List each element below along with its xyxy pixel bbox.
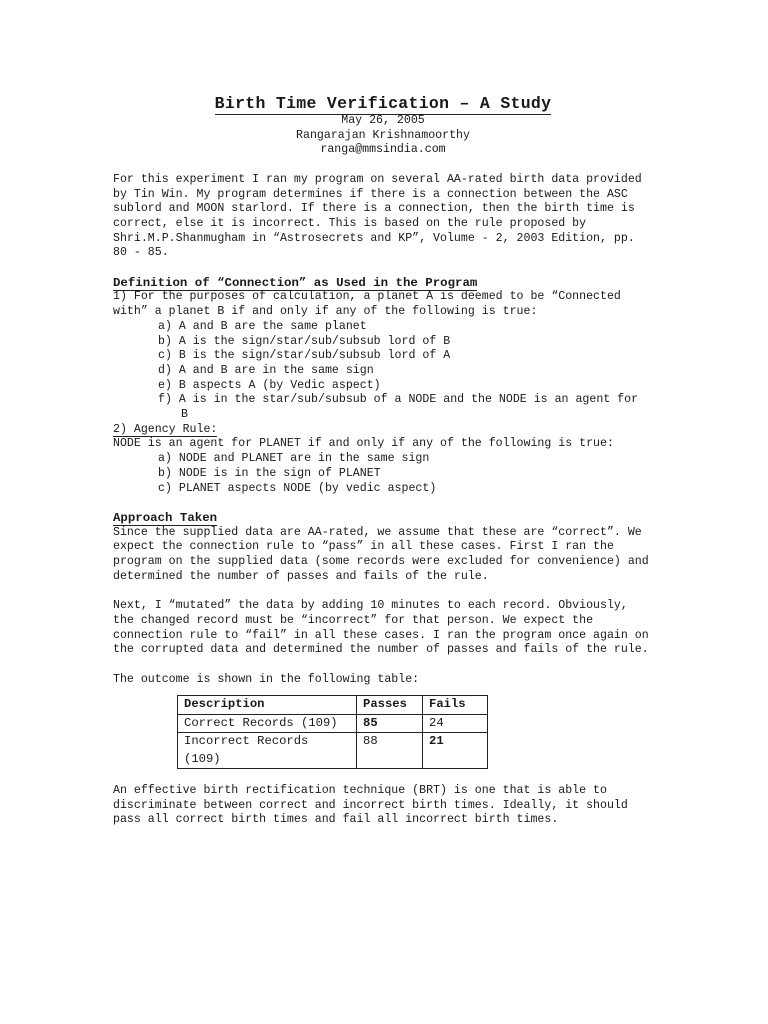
document-page [113,94,653,828]
column-header: Passes [357,696,423,715]
list-item: d) A and B are in the same sign [158,363,374,377]
column-header: Fails [423,696,488,715]
rule2-text: NODE is an agent for PLANET if and only if any of the following is true: [113,437,614,451]
table-cell: 85 [357,714,423,733]
list-item: a) NODE and PLANET are in the same sign [158,452,430,466]
document-title: Birth Time Verification – A Study [214,94,552,113]
rule1-list [113,320,653,423]
list-item: c) PLANET aspects NODE (by vedic aspect) [158,481,437,495]
rule2-label: 2) Agency Rule: [113,422,218,436]
list-item: f) A is in the star/sub/subsub of a NODE and the NODE is an agent for B [158,393,639,422]
approach-heading: Approach Taken [113,510,218,525]
approach-paragraph-3: The outcome is shown in the following table: [113,672,420,686]
table-cell: 24 [423,714,488,733]
list-item: e) B aspects A (by Vedic aspect) [158,378,381,392]
table-cell: Incorrect Records (109) [178,733,357,769]
list-item: b) A is the sign/star/sub/subsub lord of B [158,334,451,348]
table-cell: 21 [423,733,488,769]
conclusion-paragraph: An effective birth rectification technique (BRT) is one that is able to discriminate between correct and incorrect birth times. Ideally, it should pass all correct birth times and fail all incorrect birth times. [113,784,628,827]
rule2-list [113,452,653,496]
list-item: c) B is the sign/star/sub/subsub lord of A [158,349,451,363]
approach-paragraph-1: Since the supplied data are AA-rated, we assume that these are “correct”. We expect the connection rule to “pass” in all these cases. First I ran the program on the supplied data (some records were excluded for convenience) and determined the number of passes and fails of the rule. [113,525,649,583]
column-header: Description [178,696,357,715]
list-item: a) A and B are the same planet [158,319,367,333]
table-row [178,714,488,733]
table-cell: 88 [357,733,423,769]
table-row [178,733,488,769]
definition-heading: Definition of “Connection” as Used in the Program [113,275,478,290]
document-date: May 26, 2005 [341,114,425,127]
results-table [177,695,488,769]
list-item: b) NODE is in the sign of PLANET [158,466,381,480]
rule1-text: 1) For the purposes of calculation, a planet A is deemed to be “Connected with” a planet B if and only if any of the following is true: [113,290,621,319]
intro-paragraph: For this experiment I ran my program on several AA-rated birth data provided by Tin Win. My program determines if there is a connection between the ASC sublord and MOON starlord. If there is a connection, then the birth time is correct, else it is incorrect. This is based on the rule proposed by Shri.M.P.Shanmugham in “Astrosecrets and KP”, Volume - 2, 2003 Edition, pp. 80 - 85. [113,172,642,260]
table-cell: Correct Records (109) [178,714,357,733]
author-email: ranga@mmsindia.com [320,143,446,157]
table-header-row [178,696,488,715]
approach-paragraph-2: Next, I “mutated” the data by adding 10 minutes to each record. Obviously, the changed record must be “incorrect” for that person. We expect the connection rule to “fail” in all these cases. I ran the program once again on the corrupted data and determined the number of passes and fails of the rule. [113,599,649,657]
document-author: Rangarajan Krishnamoorthy [296,128,470,142]
